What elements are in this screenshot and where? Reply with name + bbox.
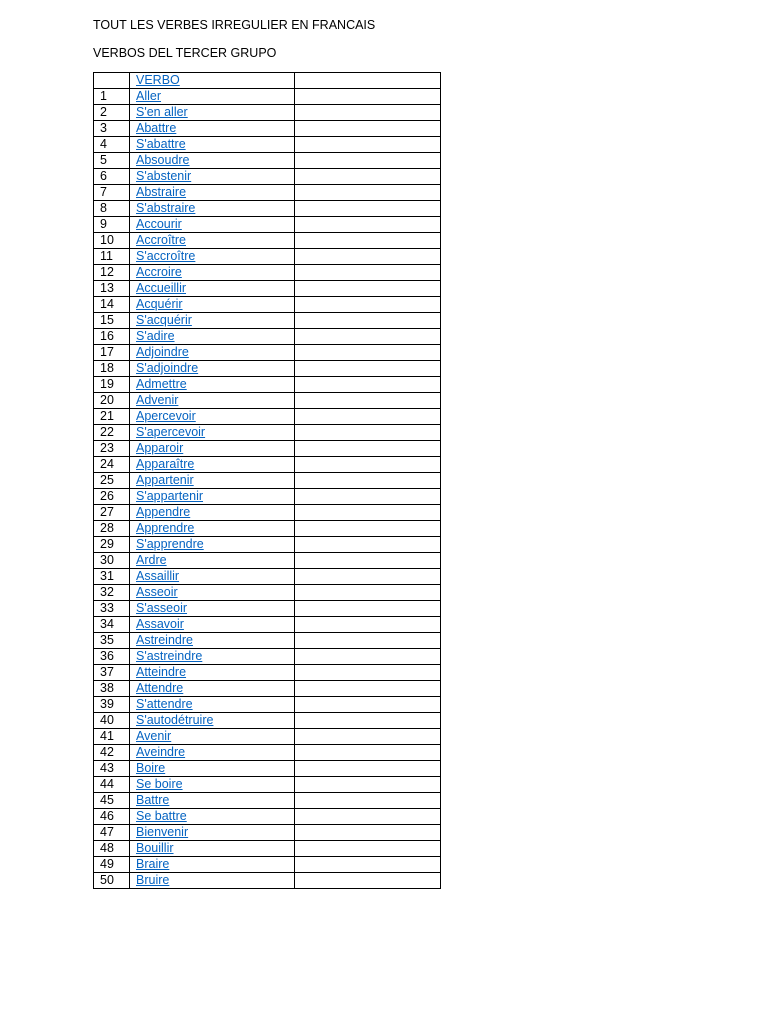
verb-cell [130,537,295,553]
verb-link[interactable]: S'abattre [136,137,186,151]
verb-link[interactable]: S'adire [136,329,175,343]
verb-link[interactable]: S'accroître [136,249,196,263]
table-row [94,169,441,185]
row-number-cell: 12 [94,265,130,281]
row-number-cell: 45 [94,793,130,809]
row-number-cell: 38 [94,681,130,697]
verb-cell [130,857,295,873]
row-number-cell: 24 [94,457,130,473]
table-row [94,617,441,633]
row-number-cell: 49 [94,857,130,873]
verb-cell [130,585,295,601]
empty-cell [295,729,441,745]
verb-cell [130,521,295,537]
verb-link[interactable]: S'adjoindre [136,361,199,375]
empty-cell [295,473,441,489]
verb-link[interactable]: Atteindre [136,665,187,679]
verb-cell [130,169,295,185]
verb-link[interactable]: Acquérir [136,297,183,311]
row-number-cell: 6 [94,169,130,185]
row-number-cell: 1 [94,89,130,105]
table-row [94,633,441,649]
row-number-cell: 23 [94,441,130,457]
header-extra-cell [295,73,441,89]
row-number-cell: 22 [94,425,130,441]
row-number-cell: 47 [94,825,130,841]
table-row [94,473,441,489]
row-number-cell: 31 [94,569,130,585]
header-verb-cell [130,73,295,89]
verb-link[interactable]: Advenir [136,393,179,407]
empty-cell [295,329,441,345]
row-number-cell: 15 [94,313,130,329]
table-row [94,217,441,233]
verb-cell [130,137,295,153]
row-number-cell: 28 [94,521,130,537]
table-row [94,681,441,697]
row-number-cell: 37 [94,665,130,681]
empty-cell [295,537,441,553]
table-row [94,857,441,873]
row-number-cell: 36 [94,649,130,665]
table-row [94,793,441,809]
verb-link[interactable]: Se boire [136,777,183,791]
verb-cell [130,217,295,233]
row-number-cell: 48 [94,841,130,857]
empty-cell [295,713,441,729]
empty-cell [295,313,441,329]
empty-cell [295,633,441,649]
row-number-cell: 39 [94,697,130,713]
table-row [94,89,441,105]
row-number-cell: 33 [94,601,130,617]
row-number-cell: 8 [94,201,130,217]
row-number-cell: 50 [94,873,130,889]
table-row [94,393,441,409]
row-number-cell: 30 [94,553,130,569]
verb-table [93,72,441,889]
verb-cell [130,297,295,313]
row-number-cell: 46 [94,809,130,825]
row-number-cell: 10 [94,233,130,249]
row-number-cell: 27 [94,505,130,521]
row-number-cell: 13 [94,281,130,297]
row-number-cell: 2 [94,105,130,121]
table-row [94,809,441,825]
verb-cell [130,617,295,633]
verb-link[interactable]: Accueillir [136,281,187,295]
row-number-cell: 20 [94,393,130,409]
table-row [94,361,441,377]
table-row [94,137,441,153]
table-row [94,825,441,841]
table-row [94,105,441,121]
empty-cell [295,601,441,617]
verb-link[interactable]: Assaillir [136,569,180,583]
verb-cell [130,553,295,569]
table-row [94,569,441,585]
empty-cell [295,105,441,121]
document-subtitle: VERBOS DEL TERCER GRUPO [93,46,277,60]
verb-cell [130,329,295,345]
empty-cell [295,457,441,473]
verb-link[interactable]: Attendre [136,681,184,695]
row-number-cell: 43 [94,761,130,777]
verb-cell [130,473,295,489]
verb-link[interactable]: Braire [136,857,170,871]
verb-link[interactable]: Apparoir [136,441,184,455]
verb-cell [130,345,295,361]
table-row [94,761,441,777]
verb-table-body [94,73,441,889]
empty-cell [295,681,441,697]
verb-link[interactable]: Accourir [136,217,182,231]
row-number-cell: 16 [94,329,130,345]
verb-link[interactable]: S'autodétruire [136,713,214,727]
verb-link[interactable]: Avenir [136,729,172,743]
verb-cell [130,393,295,409]
verb-cell [130,249,295,265]
table-row [94,265,441,281]
verb-cell [130,681,295,697]
table-header-row [94,73,441,89]
table-row [94,441,441,457]
verb-link[interactable]: Appendre [136,505,191,519]
table-row [94,601,441,617]
verb-link[interactable]: Se battre [136,809,187,823]
verb-link[interactable]: Aveindre [136,745,186,759]
table-row [94,233,441,249]
empty-cell [295,777,441,793]
verb-link[interactable]: S'abstraire [136,201,196,215]
verb-cell [130,601,295,617]
verb-link[interactable]: Boire [136,761,166,775]
empty-cell [295,521,441,537]
verb-link[interactable]: Admettre [136,377,187,391]
table-row [94,121,441,137]
verb-cell [130,633,295,649]
empty-cell [295,265,441,281]
table-row [94,745,441,761]
verb-link[interactable]: Asseoir [136,585,178,599]
empty-cell [295,345,441,361]
table-row [94,345,441,361]
empty-cell [295,585,441,601]
verb-cell [130,777,295,793]
table-row [94,665,441,681]
empty-cell [295,201,441,217]
table-row [94,313,441,329]
row-number-cell: 35 [94,633,130,649]
table-row [94,425,441,441]
row-number-cell: 40 [94,713,130,729]
table-row [94,713,441,729]
verb-cell [130,793,295,809]
table-row [94,457,441,473]
empty-cell [295,617,441,633]
table-row [94,329,441,345]
verb-cell [130,89,295,105]
verb-link[interactable]: Abstraire [136,185,187,199]
empty-cell [295,553,441,569]
verb-cell [130,153,295,169]
verb-cell [130,761,295,777]
table-row [94,873,441,889]
verb-cell [130,665,295,681]
verb-cell [130,697,295,713]
empty-cell [295,873,441,889]
verb-cell [130,745,295,761]
empty-cell [295,137,441,153]
table-row [94,409,441,425]
verb-cell [130,313,295,329]
empty-cell [295,841,441,857]
empty-cell [295,393,441,409]
row-number-cell: 25 [94,473,130,489]
verb-cell [130,873,295,889]
empty-cell [295,697,441,713]
empty-cell [295,185,441,201]
table-row [94,201,441,217]
empty-cell [295,857,441,873]
empty-cell [295,89,441,105]
empty-cell [295,569,441,585]
verb-cell [130,713,295,729]
verb-cell [130,121,295,137]
verb-link[interactable]: Apercevoir [136,409,196,423]
verb-cell [130,281,295,297]
row-number-cell: 11 [94,249,130,265]
row-number-cell: 7 [94,185,130,201]
table-row [94,585,441,601]
row-number-cell: 32 [94,585,130,601]
verb-cell [130,265,295,281]
verb-link[interactable]: S'appartenir [136,489,204,503]
empty-cell [295,745,441,761]
verb-cell [130,233,295,249]
empty-cell [295,153,441,169]
verb-link[interactable]: S'apercevoir [136,425,206,439]
row-number-cell: 44 [94,777,130,793]
verb-cell [130,185,295,201]
row-number-cell: 18 [94,361,130,377]
row-number-cell: 19 [94,377,130,393]
verb-cell [130,425,295,441]
empty-cell [295,793,441,809]
verb-link[interactable]: S'astreindre [136,649,203,663]
empty-cell [295,665,441,681]
row-number-cell: 9 [94,217,130,233]
verb-link[interactable]: Apprendre [136,521,195,535]
verb-cell [130,409,295,425]
empty-cell [295,425,441,441]
empty-cell [295,217,441,233]
table-row [94,553,441,569]
table-row [94,777,441,793]
verb-cell [130,825,295,841]
verb-link[interactable]: Bienvenir [136,825,189,839]
verb-link[interactable]: S'abstenir [136,169,192,183]
verb-cell [130,505,295,521]
verb-link[interactable]: S'asseoir [136,601,188,615]
verb-link[interactable]: Bouillir [136,841,174,855]
verb-link[interactable]: Accroire [136,265,182,279]
verb-cell [130,201,295,217]
empty-cell [295,441,441,457]
empty-cell [295,409,441,425]
verb-link[interactable]: S'apprendre [136,537,204,551]
table-row [94,249,441,265]
empty-cell [295,169,441,185]
verb-link[interactable]: Bruire [136,873,170,887]
row-number-cell: 41 [94,729,130,745]
verb-cell [130,569,295,585]
verb-cell [130,809,295,825]
row-number-cell: 3 [94,121,130,137]
row-number-cell: 4 [94,137,130,153]
empty-cell [295,249,441,265]
row-number-cell: 17 [94,345,130,361]
verb-link[interactable]: Adjoindre [136,345,189,359]
empty-cell [295,809,441,825]
table-row [94,729,441,745]
table-row [94,153,441,169]
table-row [94,537,441,553]
table-row [94,841,441,857]
empty-cell [295,121,441,137]
verb-cell [130,457,295,473]
table-row [94,297,441,313]
verb-cell [130,361,295,377]
row-number-cell: 42 [94,745,130,761]
row-number-cell: 5 [94,153,130,169]
empty-cell [295,489,441,505]
empty-cell [295,233,441,249]
verb-link[interactable]: S'acquérir [136,313,192,327]
verb-link[interactable]: S'attendre [136,697,193,711]
verb-cell [130,841,295,857]
empty-cell [295,377,441,393]
table-row [94,649,441,665]
table-row [94,185,441,201]
verb-cell [130,441,295,457]
empty-cell [295,361,441,377]
empty-cell [295,281,441,297]
document-title: TOUT LES VERBES IRREGULIER EN FRANCAIS [93,18,376,32]
verb-cell [130,729,295,745]
row-number-cell: 26 [94,489,130,505]
row-number-cell: 14 [94,297,130,313]
empty-cell [295,297,441,313]
table-row [94,505,441,521]
table-row [94,489,441,505]
header-verb-link[interactable]: VERBO [136,73,180,87]
empty-cell [295,761,441,777]
verb-link[interactable]: Apparaître [136,457,195,471]
verb-link[interactable]: Aller [136,89,162,103]
empty-cell [295,505,441,521]
table-row [94,281,441,297]
empty-cell [295,649,441,665]
verb-cell [130,489,295,505]
table-row [94,521,441,537]
table-row [94,377,441,393]
header-number-cell [94,73,130,89]
verb-link[interactable]: Abattre [136,121,177,135]
verb-link[interactable]: Accroître [136,233,187,247]
row-number-cell: 34 [94,617,130,633]
verb-link[interactable]: Astreindre [136,633,193,647]
verb-link[interactable]: Assavoir [136,617,184,631]
verb-cell [130,105,295,121]
verb-cell [130,649,295,665]
verb-link[interactable]: S'en aller [136,105,188,119]
verb-cell [130,377,295,393]
row-number-cell: 21 [94,409,130,425]
verb-link[interactable]: Appartenir [136,473,194,487]
verb-link[interactable]: Absoudre [136,153,190,167]
table-row [94,697,441,713]
verb-link[interactable]: Ardre [136,553,167,567]
row-number-cell: 29 [94,537,130,553]
verb-link[interactable]: Battre [136,793,170,807]
empty-cell [295,825,441,841]
